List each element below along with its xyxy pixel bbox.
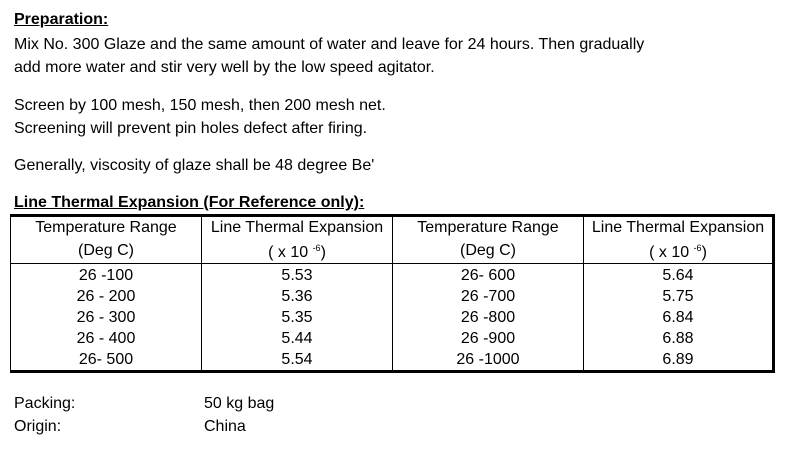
table-row [11, 307, 774, 328]
preparation-text-line-1: Mix No. 300 Glaze and the same amount of water and leave for 24 hours. Then gradually [14, 36, 645, 53]
column-header-temperature-range-1: Temperature Range [11, 216, 202, 239]
table-cell: 26 -900 [393, 328, 584, 349]
table-cell: 5.75 [584, 286, 774, 307]
screening-text-line-1: Screen by 100 mesh, 150 mesh, then 200 mesh net. [14, 97, 386, 114]
table-cell: 6.84 [584, 307, 774, 328]
unit-exponent-1: ( x 10 $^{-6}$) [202, 238, 393, 264]
table-cell: 26 -700 [393, 286, 584, 307]
thermal-expansion-table [10, 214, 775, 373]
table-cell: 26 - 300 [11, 307, 202, 328]
table-cell: 6.88 [584, 328, 774, 349]
packing-value: 50 kg bag [204, 395, 275, 412]
table-cell: 26 - 400 [11, 328, 202, 349]
table-cell: 26 -1000 [393, 349, 584, 372]
table-cell: 5.54 [202, 349, 393, 372]
expansion-heading: Line Thermal Expansion (For Reference only): [14, 194, 365, 211]
origin-value: China [204, 418, 246, 435]
table-unit-row [11, 238, 774, 264]
table-cell: 26- 500 [11, 349, 202, 372]
table-row [11, 264, 774, 287]
table-cell: 5.36 [202, 286, 393, 307]
table-row [11, 286, 774, 307]
table-cell: 26 -800 [393, 307, 584, 328]
preparation-text-line-2: add more water and stir very well by the low speed agitator. [14, 59, 435, 76]
table-cell: 5.64 [584, 264, 774, 287]
unit-deg-c-2: (Deg C) [393, 238, 584, 264]
table-cell: 6.89 [584, 349, 774, 372]
column-header-thermal-expansion-1: Line Thermal Expansion [202, 216, 393, 239]
packing-label: Packing: [14, 395, 76, 412]
table-cell: 5.53 [202, 264, 393, 287]
table-cell: 26- 600 [393, 264, 584, 287]
unit-exponent-2: ( x 10 $^{-6}$) [584, 238, 774, 264]
origin-label: Origin: [14, 418, 62, 435]
table-cell: 26 - 200 [11, 286, 202, 307]
preparation-heading: Preparation: [14, 11, 109, 28]
table-cell: 26 -100 [11, 264, 202, 287]
unit-deg-c-1: (Deg C) [11, 238, 202, 264]
viscosity-text: Generally, viscosity of glaze shall be 48 degree Be' [14, 157, 375, 174]
table-cell: 5.35 [202, 307, 393, 328]
table-row [11, 328, 774, 349]
table-header-row [11, 216, 774, 239]
table-row [11, 349, 774, 372]
screening-text-line-2: Screening will prevent pin holes defect after firing. [14, 120, 368, 137]
column-header-temperature-range-2: Temperature Range [393, 216, 584, 239]
table-cell: 5.44 [202, 328, 393, 349]
column-header-thermal-expansion-2: Line Thermal Expansion [584, 216, 774, 239]
